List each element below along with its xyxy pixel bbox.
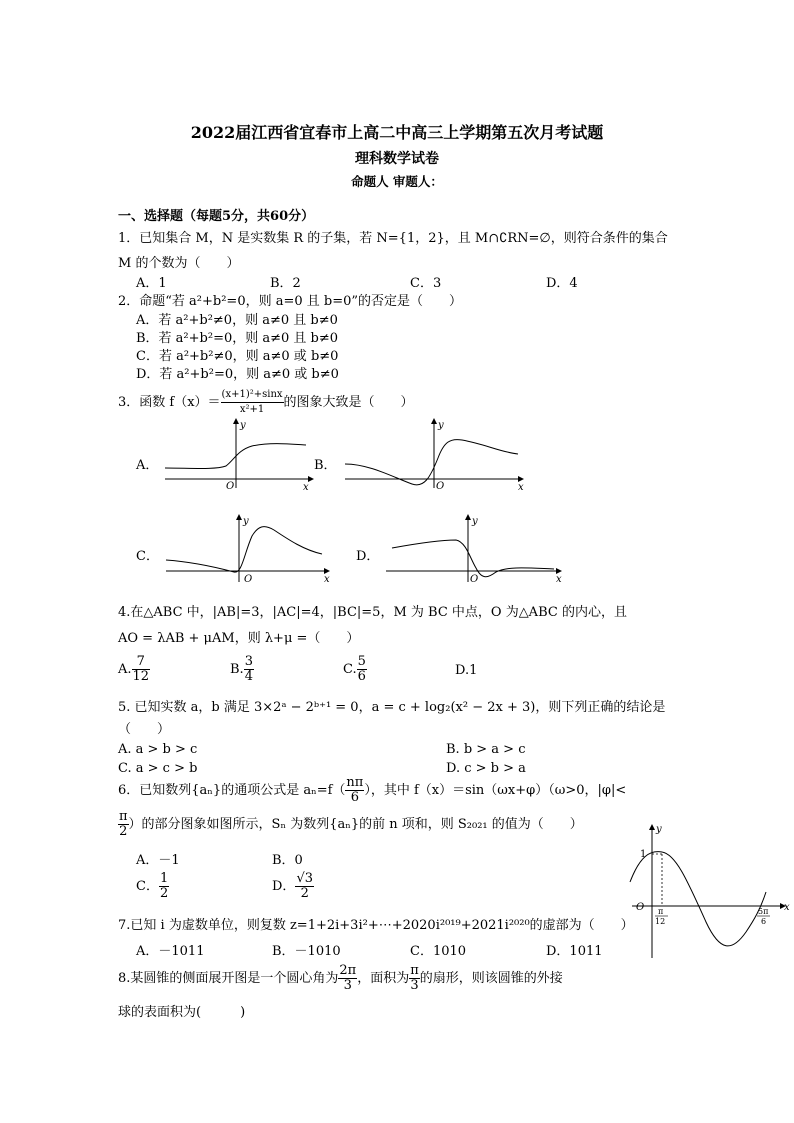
q5-line2: （ ） bbox=[118, 722, 171, 737]
q4-b-label: B. bbox=[230, 662, 244, 677]
q4-c-den: 6 bbox=[357, 669, 366, 684]
q5-option-d: D. c > b > a bbox=[446, 761, 526, 776]
q6-frac2 bbox=[118, 810, 129, 839]
q6-sine-curve bbox=[630, 852, 769, 946]
x-label: x bbox=[324, 574, 330, 585]
tick2-den: 6 bbox=[761, 917, 767, 926]
q6-frac1-den: 6 bbox=[350, 790, 359, 805]
y-arrow-icon bbox=[465, 514, 471, 520]
y-label: y bbox=[472, 516, 478, 527]
q4-a-label: A. bbox=[118, 662, 132, 677]
q7-option-c: C．1010 bbox=[410, 944, 467, 959]
q6-line1 bbox=[118, 776, 626, 805]
section-heading: 一、选择题（每题5分，共60分） bbox=[118, 209, 315, 224]
q4-b-num: 3 bbox=[244, 654, 253, 669]
q4-line2: AO = λAB + μAM，则 λ+μ =（ ） bbox=[118, 631, 360, 646]
q3-graph-b bbox=[340, 418, 530, 493]
origin-label: O bbox=[226, 481, 235, 492]
q3-label-d: D． bbox=[356, 549, 380, 564]
q7-option-b: B．－1010 bbox=[272, 944, 341, 959]
q6-frac1 bbox=[345, 776, 364, 805]
y-label: y bbox=[438, 420, 444, 431]
origin-label: O bbox=[636, 902, 645, 913]
page-subtitle: 理科数学试卷 bbox=[355, 151, 439, 167]
q2-option-d: D．若 a²+b²=0，则 a≠0 或 b≠0 bbox=[136, 367, 339, 382]
q6-frac2-num: π bbox=[119, 809, 128, 824]
y-label: y bbox=[243, 516, 249, 527]
q8-frac1-num: 2π bbox=[339, 963, 357, 978]
q1-option-a: A．1 bbox=[136, 276, 167, 291]
q6-line2-suffix: ）的部分图象如图所示，Sₙ 为数列{aₙ}的前 n 项和，则 S₂₀₂₁ 的值为（ ） bbox=[128, 817, 583, 832]
q6-c-fraction bbox=[159, 872, 169, 901]
q4-a-num: 7 bbox=[132, 655, 151, 670]
page-title: 2022届江西省宜春市上高二中高三上学期第五次月考试题 bbox=[190, 123, 604, 142]
origin-label: O bbox=[436, 481, 445, 492]
x-label: x bbox=[518, 482, 524, 493]
origin-label: O bbox=[244, 574, 253, 585]
q6-d-fraction bbox=[295, 872, 314, 901]
q5-option-c: C. a > c > b bbox=[118, 761, 198, 776]
q4-option-c bbox=[343, 655, 367, 684]
q8-line2: 球的表面积为( ) bbox=[118, 1005, 246, 1020]
q3-label-c: C． bbox=[136, 549, 159, 564]
x-label: x bbox=[556, 574, 562, 585]
q2-option-b: B．若 a²+b²=0，则 a≠0 且 b≠0 bbox=[136, 331, 339, 346]
q4-a-den: 12 bbox=[132, 669, 150, 684]
q3-curve-b bbox=[345, 440, 518, 485]
q8-frac2 bbox=[409, 964, 420, 993]
q1-stem-line1: 1．已知集合 M，N 是实数集 R 的子集，若 N={1，2}，且 M∩∁RN=∅，则符合条件的集合 bbox=[118, 231, 668, 246]
q2-stem: 2．命题“若 a²+b²=0，则 a=0 且 b=0”的否定是（ ） bbox=[118, 294, 463, 309]
q1-option-b: B．2 bbox=[270, 276, 301, 291]
q1-stem-line2: M 的个数为（ ） bbox=[118, 256, 240, 271]
q3-curve-c bbox=[166, 527, 322, 573]
q4-b-fraction bbox=[244, 655, 254, 684]
q8-suffix: 的扇形，则该圆锥的外接 bbox=[419, 971, 563, 986]
q3-suffix: 的图象大致是（ ） bbox=[283, 395, 414, 410]
q6-line2 bbox=[118, 810, 583, 839]
q3-frac-den: x²+1 bbox=[239, 404, 265, 415]
q6-line1-prefix: 6．已知数列{aₙ}的通项公式是 aₙ=f（ bbox=[118, 783, 346, 798]
tick2-num: 5π bbox=[758, 907, 769, 916]
q6-option-c bbox=[136, 872, 169, 901]
q4-c-fraction bbox=[357, 655, 367, 684]
x-label: x bbox=[784, 902, 790, 913]
q6-d-den: 2 bbox=[300, 886, 309, 901]
authors-line: 命题人 审题人： bbox=[351, 174, 443, 189]
y-label: y bbox=[240, 420, 246, 431]
q8-frac1 bbox=[338, 964, 357, 993]
origin-label: O bbox=[470, 574, 479, 585]
q6-c-num: 1 bbox=[159, 871, 169, 886]
q6-frac2-den: 2 bbox=[119, 824, 128, 839]
q6-c-den: 2 bbox=[159, 886, 169, 901]
q6-c-label: C． bbox=[136, 879, 159, 894]
q3-label-b: B． bbox=[314, 458, 337, 473]
q3-graph-a bbox=[160, 418, 320, 493]
q4-line1: 4.在△ABC 中，|AB|=3，|AC|=4，|BC|=5，M 为 BC 中点，O 为△ABC 的内心，且 bbox=[118, 605, 627, 620]
q2-option-c: C．若 a²+b²≠0，则 a≠0 或 b≠0 bbox=[136, 349, 339, 364]
tick1-den: 12 bbox=[655, 917, 666, 926]
q8-frac2-den: 3 bbox=[410, 978, 419, 993]
q8-mid: ，面积为 bbox=[357, 971, 410, 986]
q6-option-a: A．－1 bbox=[136, 853, 180, 868]
q6-frac1-num: nπ bbox=[346, 775, 364, 790]
q1-option-d: D．4 bbox=[546, 276, 578, 291]
q3-stem bbox=[118, 388, 414, 417]
q4-option-a bbox=[118, 655, 150, 684]
q3-frac-num: (x+1)²+sinx bbox=[221, 388, 284, 403]
q8-line1 bbox=[118, 964, 563, 993]
q6-d-num: √3 bbox=[296, 871, 313, 886]
q6-graph bbox=[628, 822, 794, 962]
one-label: 1 bbox=[640, 849, 647, 860]
q6-option-d bbox=[272, 872, 314, 901]
q5-option-b: B. b > a > c bbox=[446, 742, 526, 757]
q1-option-c: C．3 bbox=[410, 276, 442, 291]
q8-frac2-num: π bbox=[410, 963, 419, 978]
q6-option-b: B．0 bbox=[272, 853, 303, 868]
y-arrow-icon bbox=[233, 418, 239, 424]
q3-prefix: 3．函数 f（x）＝ bbox=[118, 395, 221, 410]
q4-c-label: C. bbox=[343, 662, 357, 677]
q2-option-a: A．若 a²+b²≠0，则 a≠0 且 b≠0 bbox=[136, 313, 338, 328]
tick1-num: π bbox=[658, 907, 664, 916]
q4-b-den: 4 bbox=[244, 669, 253, 684]
y-arrow-icon bbox=[236, 514, 242, 520]
q4-option-d: D.1 bbox=[455, 663, 478, 678]
q5-option-a: A. a > b > c bbox=[118, 742, 198, 757]
q6-line1-suffix: ），其中 f（x）＝sin（ωx+φ）（ω>0，|φ|< bbox=[364, 783, 627, 798]
q7-option-a: A．－1011 bbox=[136, 944, 205, 959]
q8-frac1-den: 3 bbox=[343, 978, 352, 993]
q4-c-num: 5 bbox=[357, 654, 366, 669]
y-arrow-icon bbox=[431, 418, 437, 424]
x-label: x bbox=[303, 482, 309, 493]
y-label: y bbox=[656, 824, 662, 835]
q3-graph-c bbox=[164, 514, 338, 586]
q7-option-d: D．1011 bbox=[546, 944, 603, 959]
q3-fraction bbox=[221, 388, 284, 417]
q3-graph-d bbox=[384, 514, 568, 586]
q7-stem: 7.已知 i 为虚数单位，则复数 z=1+2i+3i²+⋯+2020i²⁰¹⁹+2021i²⁰²⁰的虚部为（ ） bbox=[118, 918, 634, 933]
q6-d-label: D． bbox=[272, 879, 296, 894]
q5-line1: 5. 已知实数 a，b 满足 3×2ᵃ − 2ᵇ⁺¹ = 0，a = c + log₂(x² − 2x + 3)，则下列正确的结论是 bbox=[118, 700, 666, 715]
q3-label-a: A． bbox=[136, 458, 159, 473]
q4-option-b bbox=[230, 655, 254, 684]
q4-a-fraction bbox=[132, 655, 151, 684]
x-arrow-icon bbox=[308, 476, 314, 482]
q8-prefix: 8.某圆锥的侧面展开图是一个圆心角为 bbox=[118, 971, 339, 986]
y-arrow-icon bbox=[649, 824, 655, 830]
